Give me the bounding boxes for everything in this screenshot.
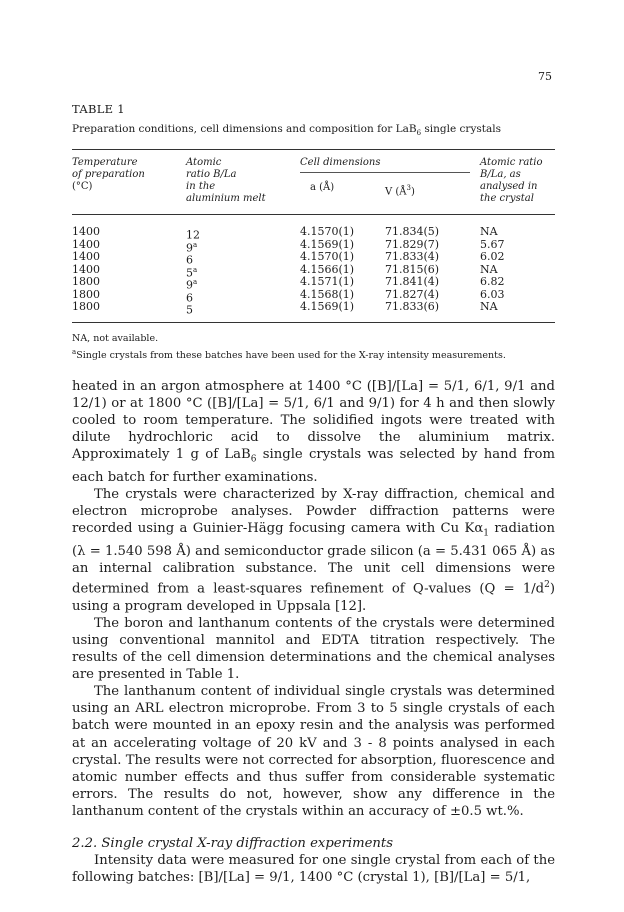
table-cell: 71.815(6) (385, 262, 440, 276)
table-top-rule (72, 149, 555, 150)
table-cell: 1400 (72, 225, 100, 238)
table-cell: 4.1570(1) (300, 250, 355, 263)
header-temperature: Temperature of preparation (°C) (72, 157, 145, 192)
column-temperature (72, 226, 100, 314)
table-cell: 1400 (72, 262, 100, 276)
table-cell: 4.1570(1) (300, 225, 355, 238)
table-cell: 71.827(4) (385, 287, 440, 301)
column-cell-a (300, 226, 354, 314)
body-text (72, 378, 555, 886)
table-header-rule (72, 214, 555, 215)
paragraph: heated in an argon atmosphere at 1400 °C ([B]/[La] = 5/1, 6/1, 9/1 and 12/1) or at 1800 °C ([B]/[La] = 5/1, 6/1 and 9/1) for 4 h and then slowly cooled to room temperature. The solidified ingots were treated with dilute hydrochloric acid to dissolve the aluminium matrix. Approximately 1 g of LaB$_6$ single crystals was selected by hand from each batch for further examinations. (72, 379, 555, 486)
header-cell-group-underline (300, 172, 470, 173)
table-cell: 6 (186, 253, 193, 267)
column-composition (480, 226, 505, 314)
column-cell-v (385, 226, 439, 314)
table-cell: 4.1569(1) (300, 300, 355, 313)
table-cell: 71.833(6) (385, 300, 440, 313)
table-cell: 5.67 (480, 237, 505, 251)
header-cell-v: V $(Å^3)$ (385, 184, 415, 198)
paragraph: The lanthanum content of individual single crystals was determined using an ARL electron microprobe. From 3 to 5 single crystals of each batch were mounted in an epoxy resin and the analysis was performed at an accelerating voltage of 20 kV and 3 - 8 points analysed in each crystal. The results were not corrected for absorption, fluorescence and atomic number effects and thus suffer from considerable systematic errors. The results do not, however, show any difference in the lanthanum content of the crystals within an accuracy of ±0.5 wt.%. (72, 684, 555, 819)
table-cell: 1800 (72, 275, 100, 288)
table-caption: Preparation conditions, cell dimensions and composition for LaB$_6$ single crystals (72, 123, 501, 138)
table-cell: 5$^a$ (186, 265, 198, 280)
table-cell: 4.1566(1) (300, 262, 355, 276)
header-cell-a: a (Å) (310, 182, 335, 193)
table-cell: 71.833(4) (385, 250, 440, 263)
table-cell: 1400 (72, 250, 100, 263)
table-cell: 6.02 (480, 250, 505, 263)
table-cell: 5 (186, 303, 193, 317)
table-cell: 71.834(5) (385, 225, 440, 238)
header-composition: Atomic ratio B/La, as analysed in the crystal (480, 157, 543, 204)
table-label: TABLE 1 (72, 102, 125, 116)
footnote-na: NA, not available. (72, 333, 159, 344)
paragraph: The boron and lanthanum contents of the crystals were determined using conventional mannitol and EDTA titration respectively. The results of the cell dimension determinations and the chemical analyses are presented in Table 1. (72, 615, 555, 683)
table-cell: NA (480, 225, 498, 238)
table-cell: 4.1571(1) (300, 275, 355, 288)
footnote-a: $^a$Single crystals from these batches have been used for the X-ray intensity measurements. (72, 348, 506, 362)
table-cell: 71.841(4) (385, 275, 440, 288)
table-cell: 9$^a$ (186, 240, 198, 255)
table-cell: NA (480, 262, 498, 276)
table-cell: 71.829(7) (385, 237, 440, 251)
table-cell: NA (480, 300, 498, 313)
table-cell: 6.82 (480, 275, 505, 288)
table-cell: 1800 (72, 287, 100, 301)
column-ratio (186, 226, 200, 317)
header-cell-dimensions: Cell dimensions (300, 157, 381, 168)
table-cell: 6.03 (480, 287, 505, 301)
table-cell: 9$^a$ (186, 278, 198, 292)
header-ratio: Atomic ratio B/La in the aluminium melt (186, 157, 266, 204)
paragraph: Intensity data were measured for one single crystal from each of the following batches: [B]/[La] = 9/1, 1400 °C (crystal 1), [B]/[La] = 5/1, (72, 853, 555, 886)
table-cell: 6 (186, 291, 193, 305)
section-heading: 2.2. Single crystal X-ray diffraction experiments (72, 836, 393, 852)
table-cell: 12 (186, 228, 200, 242)
paragraph: The crystals were characterized by X-ray diffraction, chemical and electron microprobe analyses. Powder diffraction patterns were recorded using a Guinier-Hägg focusing camera with Cu $K\alpha_1$ radiation (λ = 1.540 598 Å) and semiconductor grade silicon (a = 5.431 065 Å) as an internal calibration substance. The unit cell dimensions were determined from a least-squares refinement of Q-values $(Q = 1/d^2)$ using a program developed in Uppsala [12]. (72, 487, 555, 614)
table-cell: 1800 (72, 300, 100, 313)
page-number: 75 (538, 70, 552, 83)
table-cell: 4.1569(1) (300, 237, 355, 251)
table-bottom-rule (72, 322, 555, 323)
table-cell: 1400 (72, 237, 100, 251)
table-cell: 4.1568(1) (300, 287, 355, 301)
